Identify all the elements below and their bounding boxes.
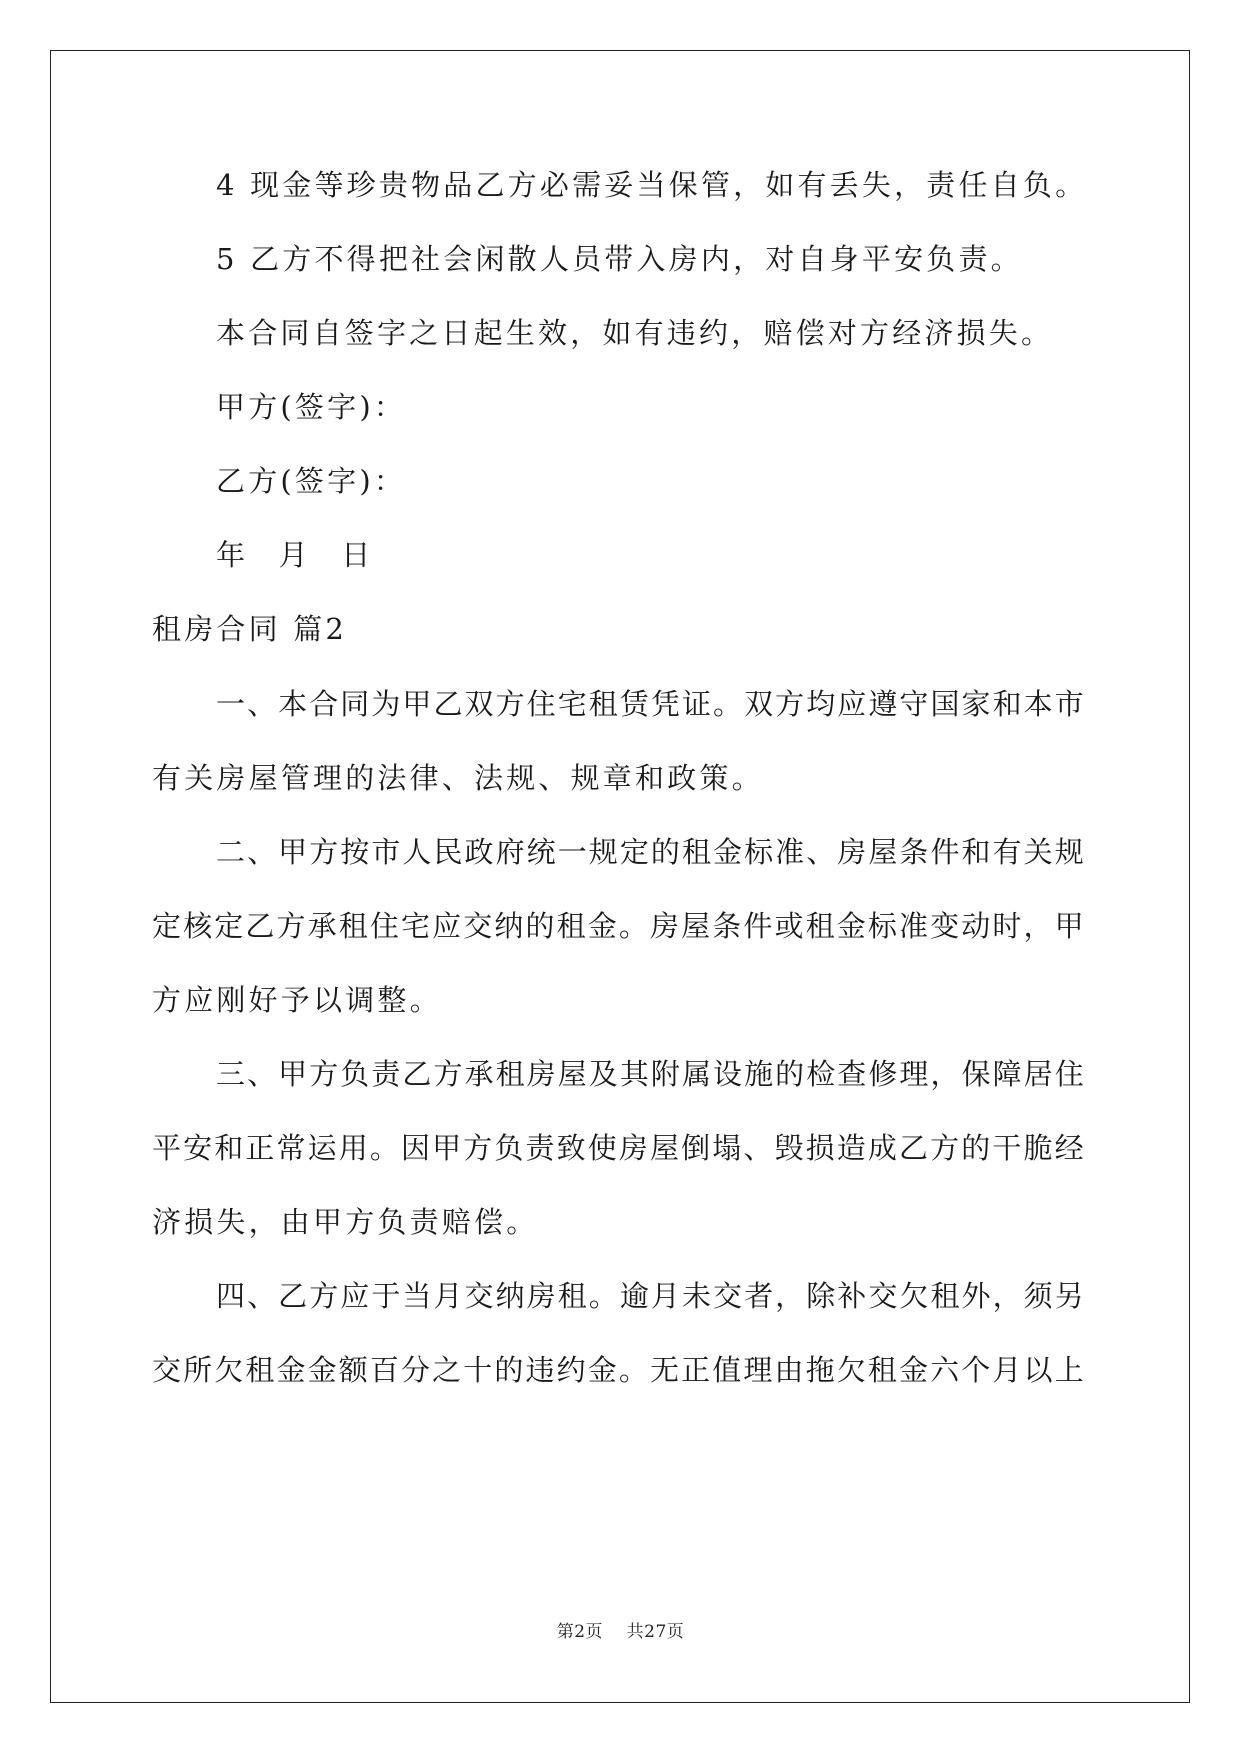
para3-line3: 济损失，由甲方负责赔偿。 — [152, 1205, 539, 1239]
party-a-signature: 甲方(签字)： — [216, 390, 407, 424]
para4-line2: 交 所 欠 租 金 金 额 百 分 之 十 的 违 约 金 。 无 正 值 理 由 拖 欠 租 金 六 个 月 以 上 — [152, 1353, 1084, 1387]
para3-line1: 三 、 甲 方 负 责 乙 方 承 租 房 屋 及 其 附 属 设 施 的 检 查 修 理 ， 保 障 居 住 — [216, 1057, 1084, 1091]
para2-line1: 二 、 甲 方 按 市 人 民 政 府 统 一 规 定 的 租 金 标 准 、 房 屋 条 件 和 有 关 规 — [216, 835, 1084, 869]
section-heading: 租房合同 篇2 — [152, 612, 348, 646]
para3-line2: 平 安 和 正 常 运 用 。 因 甲 方 负 责 致 使 房 屋 倒 塌 、 毁 损 造 成 乙 方 的 干 脆 经 — [152, 1131, 1084, 1165]
clause-item-5: 5 乙方不得把社会闲散人员带入房内，对自身平安负责。 — [216, 242, 1023, 276]
total-pages: 共27页 — [626, 1622, 685, 1642]
effect-clause: 本合同自签字之日起生效，如有违约，赔偿对方经济损失。 — [216, 316, 1054, 350]
page-footer — [0, 1620, 1241, 1644]
para4-line1: 四 、 乙 方 应 于 当 月 交 纳 房 租 。 逾 月 未 交 者 ， 除 补 交 欠 租 外 ， 须 另 — [216, 1279, 1084, 1313]
page-number: 第2页 — [556, 1622, 604, 1642]
para2-line2: 定 核 定 乙 方 承 租 住 宅 应 交 纳 的 租 金 。 房 屋 条 件 或 租 金 标 准 变 动 时 ， 甲 — [152, 909, 1084, 943]
para1-line2: 有关房屋管理的法律、法规、规章和政策。 — [152, 761, 764, 795]
clause-item-4: 4 现金等珍贵物品乙方必需妥当保管，如有丢失，责任自负。 — [216, 168, 1088, 202]
para2-line3: 方应刚好予以调整。 — [152, 983, 442, 1017]
party-b-signature: 乙方(签字)： — [216, 464, 407, 498]
para1-line1: 一 、 本 合 同 为 甲 乙 双 方 住 宅 租 赁 凭 证 。 双 方 均 应 遵 守 国 家 和 本 市 — [216, 687, 1084, 721]
date-line: 年 月 日 — [216, 538, 374, 572]
page-border — [50, 50, 1190, 1703]
